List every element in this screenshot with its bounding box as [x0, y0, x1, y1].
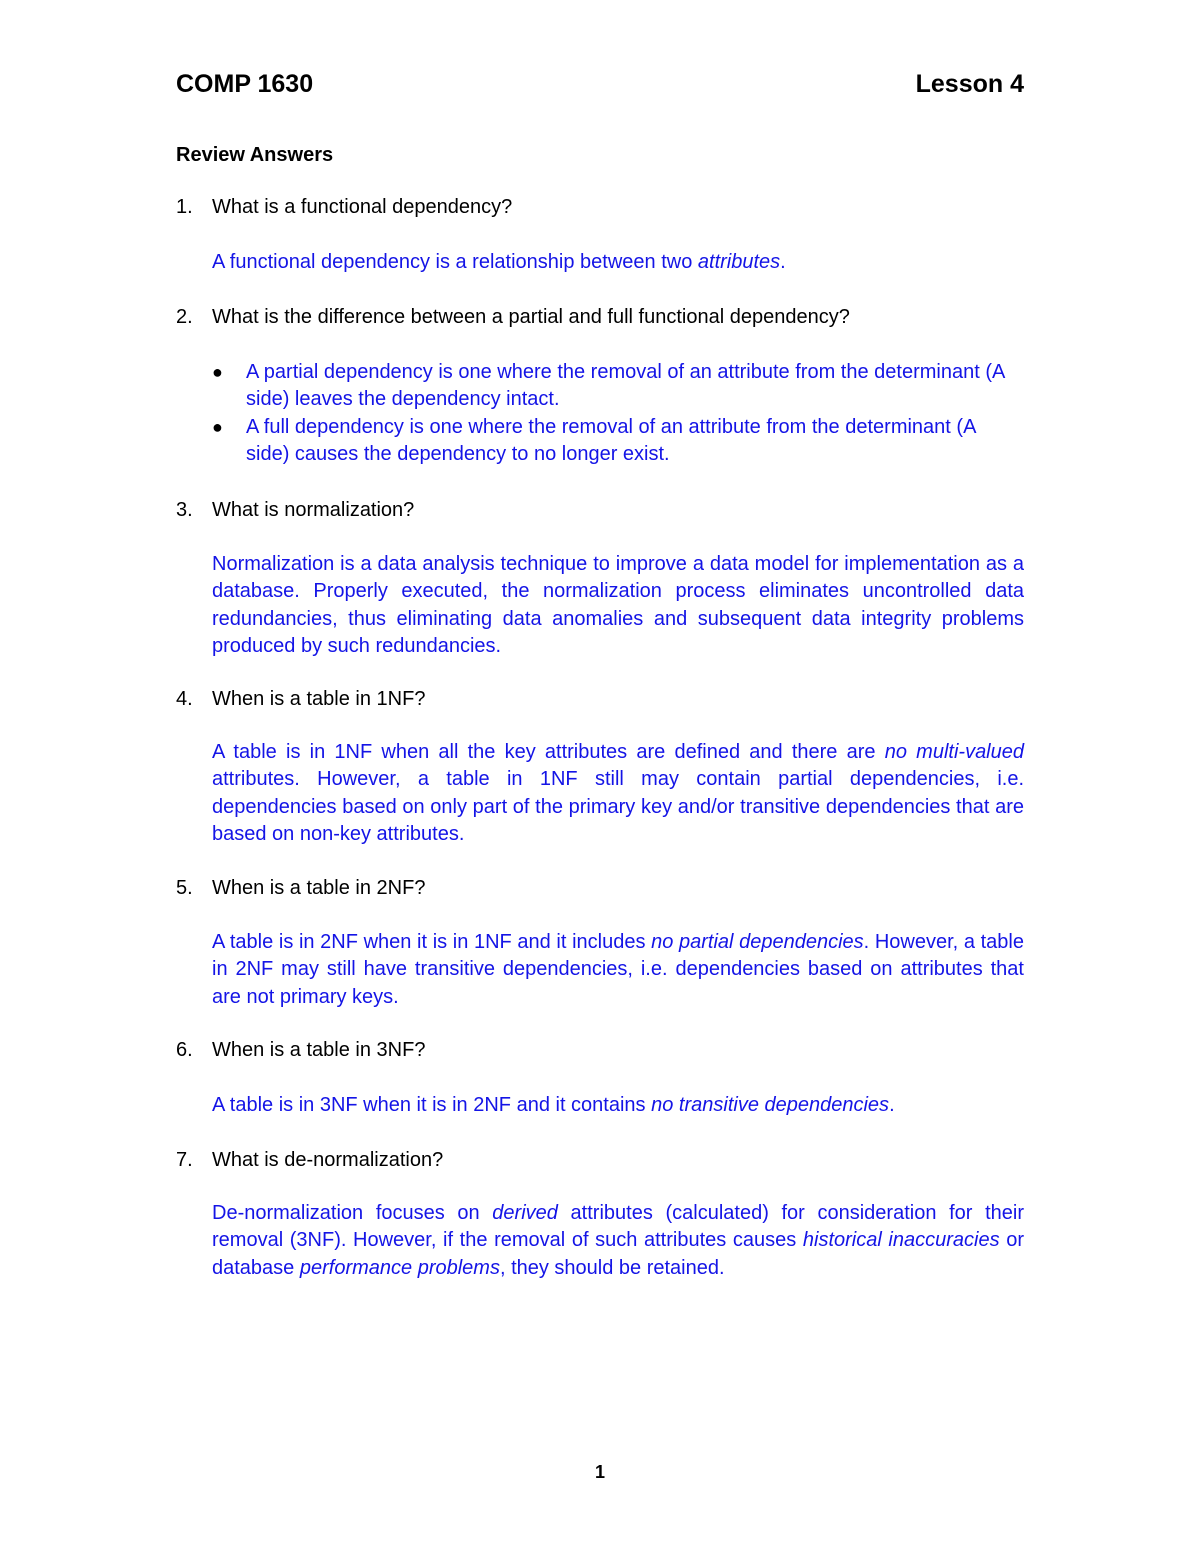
answer-text: or database — [212, 1229, 1024, 1279]
page-number: 1 — [594, 1462, 605, 1482]
answer-emphasis: no partial dependencies — [651, 931, 864, 953]
answer-2-bullets — [212, 359, 1024, 468]
question-3 — [176, 497, 1024, 524]
bullet-item — [212, 359, 1024, 414]
answer-text: . — [889, 1094, 895, 1116]
answer-1 — [212, 249, 1024, 276]
question-number: 1. — [176, 196, 193, 218]
lesson-label: Lesson 4 — [915, 70, 1024, 98]
question-text: When is a table in 2NF? — [212, 877, 426, 899]
bullet-item — [212, 414, 1024, 469]
question-4 — [176, 686, 1024, 713]
question-number: 3. — [176, 499, 193, 521]
answer-emphasis: no multi-valued — [884, 741, 1024, 763]
question-number: 4. — [176, 688, 193, 710]
question-2 — [176, 304, 1024, 331]
bullet-text: A full dependency is one where the removal of an attribute from the determinant (A side) causes the dependency to no longer exist. — [246, 415, 976, 465]
answer-text: attributes. However, a table in 1NF still may contain partial dependencies, i.e. dependencies based on only part of the primary key and/or transitive dependencies that are based on non-key attributes. — [212, 768, 1024, 845]
question-number: 2. — [176, 306, 193, 328]
answer-text: . — [780, 251, 786, 273]
answer-emphasis: no transitive dependencies — [651, 1094, 890, 1116]
answer-text: A table is in 1NF when all the key attributes are defined and there are — [212, 741, 885, 763]
answer-7 — [212, 1200, 1024, 1282]
question-5 — [176, 875, 1024, 902]
answer-emphasis: derived — [492, 1202, 558, 1224]
answer-text: attributes (calculated) for consideration for their removal (3NF). However, if the removal of such attributes causes — [212, 1202, 1024, 1252]
section-title: Review Answers — [176, 144, 334, 166]
answer-6 — [212, 1092, 1024, 1119]
answer-5 — [212, 929, 1024, 1011]
answer-text: , they should be retained. — [499, 1256, 725, 1279]
answer-text: A table is in 2NF when it is in 1NF and it includes — [212, 931, 652, 953]
answer-3: Normalization is a data analysis technique to improve a data model for implementation as a database. Properly executed, the normalization process eliminates uncontrolled data redundancies, thus eliminating data anomalies and subsequent data integrity problems produced by such redundancies. — [212, 553, 1024, 657]
question-text: What is normalization? — [212, 499, 415, 521]
answer-text: . However, a table in 2NF may still have transitive dependencies, i.e. dependencies based on attributes that are not primary keys. — [212, 931, 1024, 1008]
answer-text: A table is in 3NF when it is in 2NF and it contains — [212, 1094, 652, 1116]
question-number: 6. — [176, 1039, 193, 1061]
question-6 — [176, 1037, 1024, 1064]
answer-emphasis: attributes — [697, 251, 781, 273]
course-code: COMP 1630 — [176, 70, 314, 98]
question-number: 5. — [176, 877, 193, 899]
question-text: What is a functional dependency? — [212, 196, 513, 218]
answer-text: A functional dependency is a relationship between two — [212, 251, 698, 273]
question-text: What is de-normalization? — [212, 1149, 444, 1171]
question-7 — [176, 1147, 1024, 1174]
question-text: When is a table in 1NF? — [212, 688, 426, 710]
question-text: When is a table in 3NF? — [212, 1039, 426, 1061]
answer-4 — [212, 739, 1024, 848]
answer-emphasis: performance problems — [299, 1256, 500, 1279]
question-number: 7. — [176, 1149, 193, 1171]
page-header — [176, 70, 1024, 110]
answer-emphasis: historical inaccuracies — [802, 1229, 1000, 1252]
bullet-icon: ● — [212, 416, 223, 437]
answer-text: De-normalization focuses on — [212, 1202, 493, 1224]
question-1 — [176, 194, 1024, 221]
bullet-text: A partial dependency is one where the removal of an attribute from the determinant (A side) leaves the dependency intact. — [246, 361, 1005, 411]
question-text: What is the difference between a partial and full functional dependency? — [212, 306, 850, 328]
bullet-icon: ● — [212, 362, 223, 382]
